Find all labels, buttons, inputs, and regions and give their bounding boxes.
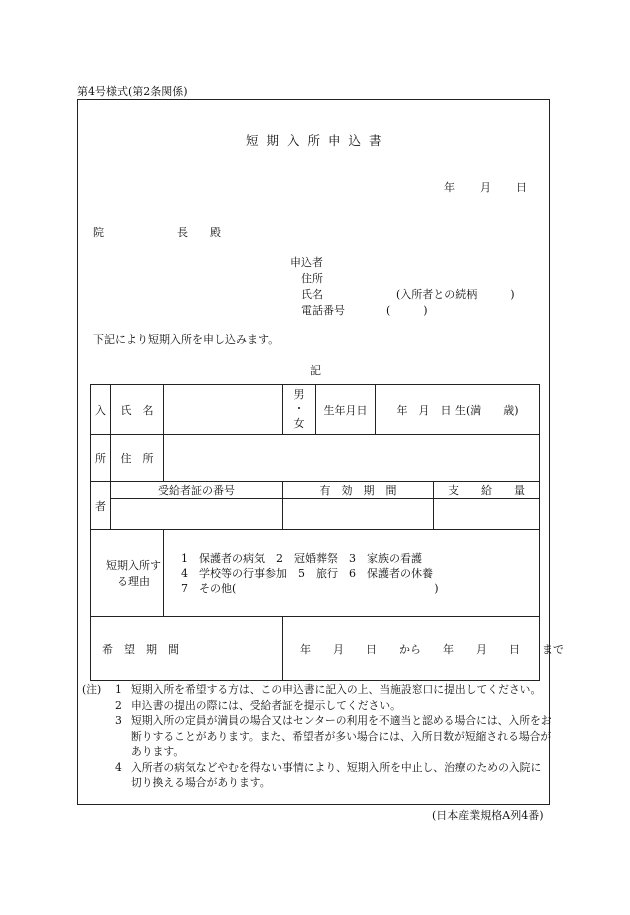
reason-line-2: 4 学校等の行事参加 5 旅行 6 保護者の休養: [181, 566, 433, 580]
note-3: [82, 713, 552, 760]
note-4-number: 4: [115, 760, 122, 774]
note-3-number: 3: [115, 714, 122, 727]
side-label-1: 入: [91, 385, 111, 435]
applicant-relation-label: (入所者との続柄 ): [396, 288, 515, 301]
applicant-address-label: 住所: [301, 272, 323, 285]
period-label: 希 望 期 間: [91, 617, 283, 681]
col-header-cert-number: 受給者証の番号: [111, 482, 283, 499]
supply-amount-field[interactable]: [434, 499, 540, 530]
address-field[interactable]: [164, 435, 540, 482]
entry-table: [90, 384, 564, 681]
note-4: [82, 760, 552, 791]
applicant-heading: 申込者: [290, 256, 323, 269]
side-label-3: 者: [91, 482, 111, 530]
birth-label: 生年月日: [316, 385, 376, 435]
note-1-number: 1: [115, 683, 122, 696]
side-label-2: 所: [91, 435, 111, 482]
cert-number-field[interactable]: [111, 499, 283, 530]
sex-dot: ・: [293, 402, 305, 416]
notes-section: [82, 682, 552, 791]
applicant-name-label: 氏名: [301, 288, 323, 301]
col-header-valid-period: 有 効 期 間: [283, 482, 434, 499]
date-month-label: 月: [480, 181, 491, 194]
note-2-text: 申込書の提出の際には、受給者証を提示してください。: [131, 698, 401, 712]
sex-male: 男: [293, 388, 305, 402]
name-field[interactable]: [164, 385, 283, 435]
reason-label: 短期入所する理由: [91, 530, 164, 617]
applicant-phone-paren: ( ): [386, 304, 428, 317]
reason-options[interactable]: [164, 530, 540, 617]
paper-size-footer: (日本産業規格A列4番): [432, 809, 544, 822]
form-title: 短期入所申込書: [246, 133, 390, 148]
note-2-number: 2: [115, 698, 122, 712]
birth-value[interactable]: 年 月 日 生(満 歳): [376, 385, 540, 435]
date-year-label: 年: [444, 181, 455, 194]
reason-line-1: 1 保護者の病気 2 冠婚葬祭 3 家族の看護: [181, 551, 422, 565]
col-header-supply-amount: 支 給 量: [434, 482, 540, 499]
address-label: 住 所: [111, 435, 164, 482]
form-number: 第4号様式(第2条関係): [77, 85, 188, 98]
addressee-director: 長: [177, 226, 188, 239]
sex-female: 女: [293, 416, 305, 430]
ki-label: 記: [310, 364, 321, 377]
period-value[interactable]: 年 月 日 から 年 月 日 まで: [283, 617, 540, 681]
intro-text: 下記により短期入所を申し込みます。: [93, 333, 280, 346]
note-1: [82, 682, 552, 698]
note-1-text: 短期入所を希望する方は、この申込書に記入の上、当施設窓口に提出してください。: [131, 683, 542, 696]
applicant-phone-label: 電話番号: [301, 304, 345, 317]
valid-period-field[interactable]: [283, 499, 434, 530]
sex-field[interactable]: [283, 385, 316, 435]
name-label: 氏 名: [111, 385, 164, 435]
notes-prefix: (注): [82, 683, 102, 696]
reason-line-3: 7 その他( ): [181, 581, 439, 595]
note-4-text: 入所者の病気などやむを得ない事情により、短期入所を中止し、治療のための入院に切り換える場合があります。: [131, 760, 542, 789]
note-2: [82, 698, 552, 714]
addressee-institution: 院: [93, 226, 104, 239]
date-day-label: 日: [516, 181, 527, 194]
addressee-honorific: 殿: [210, 226, 221, 239]
note-3-text: 短期入所の定員が満員の場合又はセンターの利用を不適当と認める場合には、入所をお断りすることがあります。また、希望者が多い場合には、入所日数が短縮される場合があります。: [131, 714, 552, 758]
